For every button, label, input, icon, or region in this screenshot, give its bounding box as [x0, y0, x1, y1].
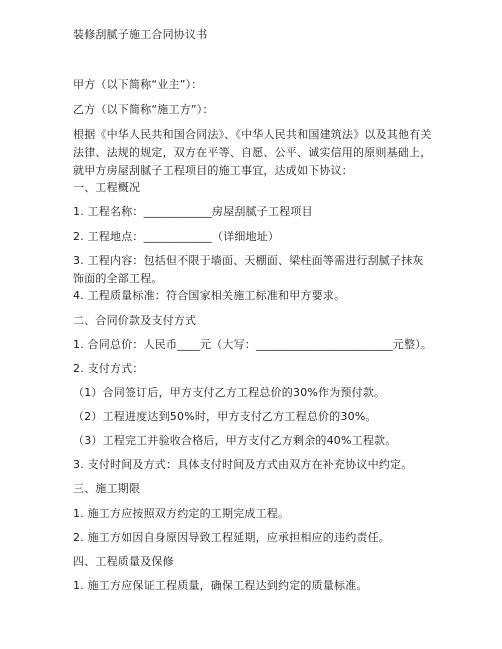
section-3-item-1: 1. 施工方应按照双方约定的工期完成工程。: [73, 507, 290, 520]
section-2-item-4: （2）工程进度达到50%时，甲方支付乙方工程总价的30%。: [73, 410, 377, 423]
section-2-item-1: 1. 合同总价：人民币____元（大写：________________________元整）。: [73, 338, 433, 351]
section-1-item-4: 4. 工程质量标准：符合国家相关施工标准和甲方要求。: [73, 289, 346, 302]
section-2-heading: 二、合同价款及支付方式: [73, 314, 197, 327]
section-1-heading: 一、工程概况: [73, 181, 141, 194]
party-a-line: 甲方（以下简称“业主”）：: [73, 78, 203, 91]
section-2-item-6: 3. 支付时间及方式：具体支付时间及方式由双方在补充协议中约定。: [73, 458, 413, 471]
section-4-item-1: 1. 施工方应保证工程质量，确保工程达到约定的质量标准。: [73, 579, 368, 592]
section-4-heading: 四、工程质量及保修: [73, 555, 174, 568]
document-title: 装修刮腻子施工合同协议书: [73, 28, 208, 41]
section-1-item-3: 3. 工程内容：包括但不限于墙面、天棚面、梁柱面等需进行刮腻子抹灰饰面的全部工程。: [73, 254, 424, 285]
party-b-line: 乙方（以下简称“施工方”）：: [73, 103, 214, 116]
section-2-item-2: 2. 支付方式：: [73, 362, 144, 375]
section-1-item-1: 1. 工程名称：____________房屋刮腻子工程项目: [73, 205, 313, 218]
section-3-heading: 三、施工期限: [73, 482, 141, 495]
section-3-item-2: 2. 施工方如因自身原因导致工程延期，应承担相应的违约责任。: [73, 531, 390, 544]
section-1-item-2: 2. 工程地点：____________（详细地址）: [73, 230, 280, 243]
preamble-paragraph: 根据《中华人民共和国合同法》、《中华人民共和国建筑法》以及其他有关法律、法规的规定，双方在平等、自愿、公平、诚实信用的原则基础上，就甲方房屋刮腻子工程项目的施工事宜，达成如下协议：: [73, 128, 432, 177]
section-2-item-3: （1）合同签订后，甲方支付乙方工程总价的30%作为预付款。: [73, 386, 386, 399]
section-2-item-5: （3）工程完工并验收合格后，甲方支付乙方剩余的40%工程款。: [73, 434, 397, 447]
